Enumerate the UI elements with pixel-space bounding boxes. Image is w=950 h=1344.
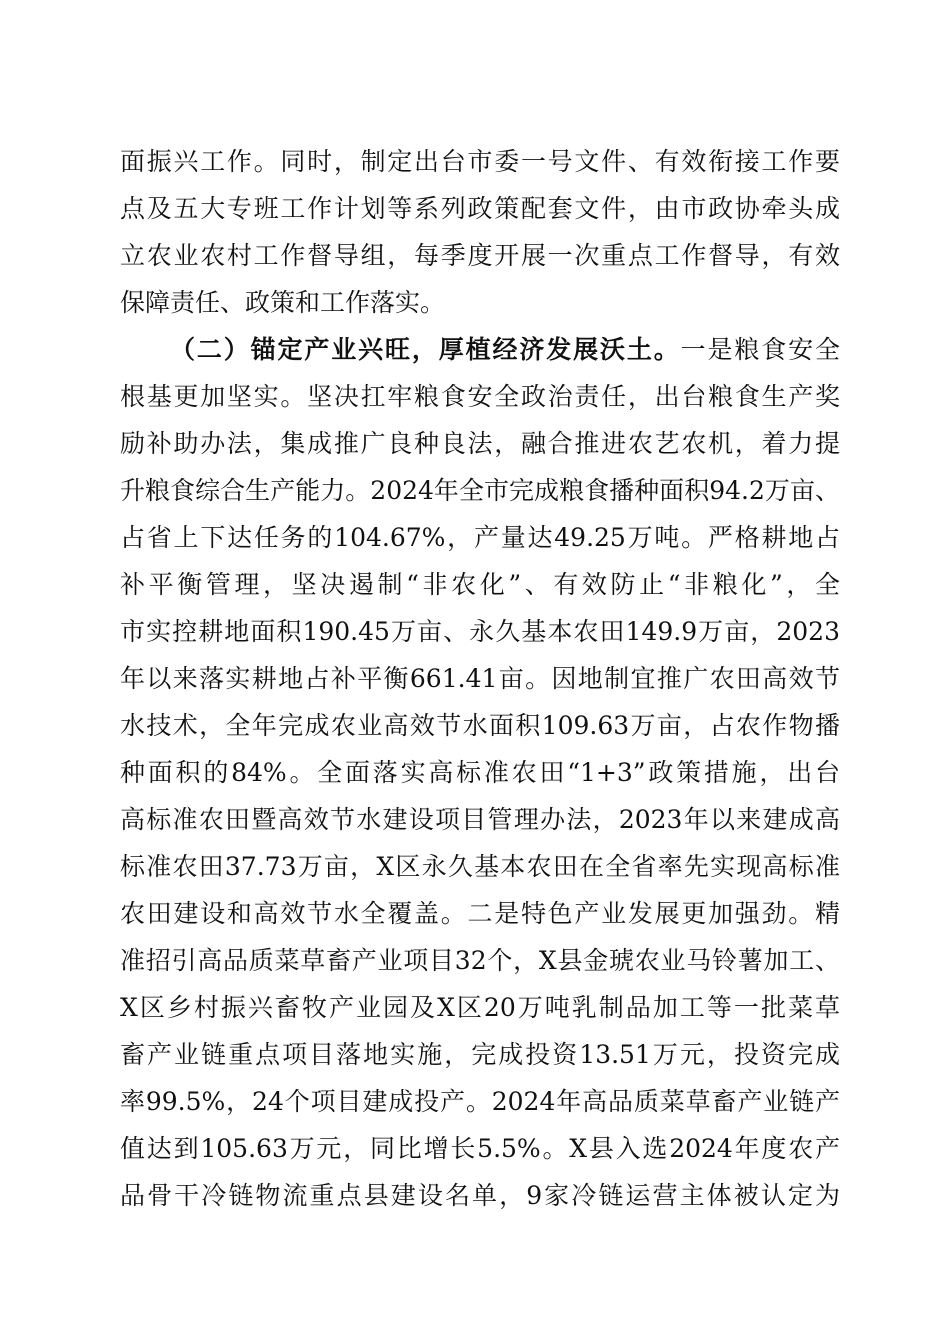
body-line: 立农业农村工作督导组，每季度开展一次重点工作督导，有效 xyxy=(120,241,840,270)
body-line: 率99.5%，24个项目建成投产。2024年高品质菜草畜产业链产 xyxy=(120,1087,840,1116)
body-line: 高标准农田暨高效节水建设项目管理办法，2023年以来建成高 xyxy=(120,805,840,834)
section-heading-continuation: 一是粮食安全 xyxy=(680,335,840,364)
body-line: X区乡村振兴畜牧产业园及X区20万吨乳制品加工等一批菜草 xyxy=(120,993,840,1022)
body-line: 准招引高品质菜草畜产业项目32个，X县金琥农业马铃薯加工、 xyxy=(120,946,840,975)
document-body xyxy=(120,138,840,1219)
body-line: 畜产业链重点项目落地实施，完成投资13.51万元，投资完成 xyxy=(120,1040,840,1069)
body-line: 根基更加坚实。坚决扛牢粮食安全政治责任，出台粮食生产奖 xyxy=(120,382,840,411)
body-line: 品骨干冷链物流重点县建设名单，9家冷链运营主体被认定为 xyxy=(120,1181,840,1210)
body-line: 点及五大专班工作计划等系列政策配套文件，由市政协牵头成 xyxy=(120,194,840,223)
body-line: 励补助办法，集成推广良种良法，融合推进农艺农机，着力提 xyxy=(120,429,840,458)
body-line: 农田建设和高效节水全覆盖。二是特色产业发展更加强劲。精 xyxy=(120,899,840,928)
body-line: 占省上下达任务的104.67%，产量达49.25万吨。严格耕地占 xyxy=(120,523,840,552)
body-line: 补平衡管理，坚决遏制“非农化”、有效防止“非粮化”，全 xyxy=(120,570,840,599)
body-line: 年以来落实耕地占补平衡661.41亩。因地制宜推广农田高效节 xyxy=(120,664,840,693)
body-line: 标准农田37.73万亩，X区永久基本农田在全省率先实现高标准 xyxy=(120,852,840,881)
body-line: 面振兴工作。同时，制定出台市委一号文件、有效衔接工作要 xyxy=(120,147,840,176)
section-heading-line xyxy=(120,326,840,373)
body-line: 保障责任、政策和工作落实。 xyxy=(120,288,446,317)
body-line: 值达到105.63万元，同比增长5.5%。X县入选2024年度农产 xyxy=(120,1134,840,1163)
body-line: 市实控耕地面积190.45万亩、永久基本农田149.9万亩，2023 xyxy=(120,617,840,646)
body-line: 种面积的84%。全面落实高标准农田“1+3”政策措施，出台 xyxy=(120,758,840,787)
body-line: 水技术，全年完成农业高效节水面积109.63万亩，占农作物播 xyxy=(120,711,840,740)
body-line: 升粮食综合生产能力。2024年全市完成粮食播种面积94.2万亩、 xyxy=(120,476,840,505)
section-heading: （二）锚定产业兴旺，厚植经济发展沃土。 xyxy=(170,335,681,364)
